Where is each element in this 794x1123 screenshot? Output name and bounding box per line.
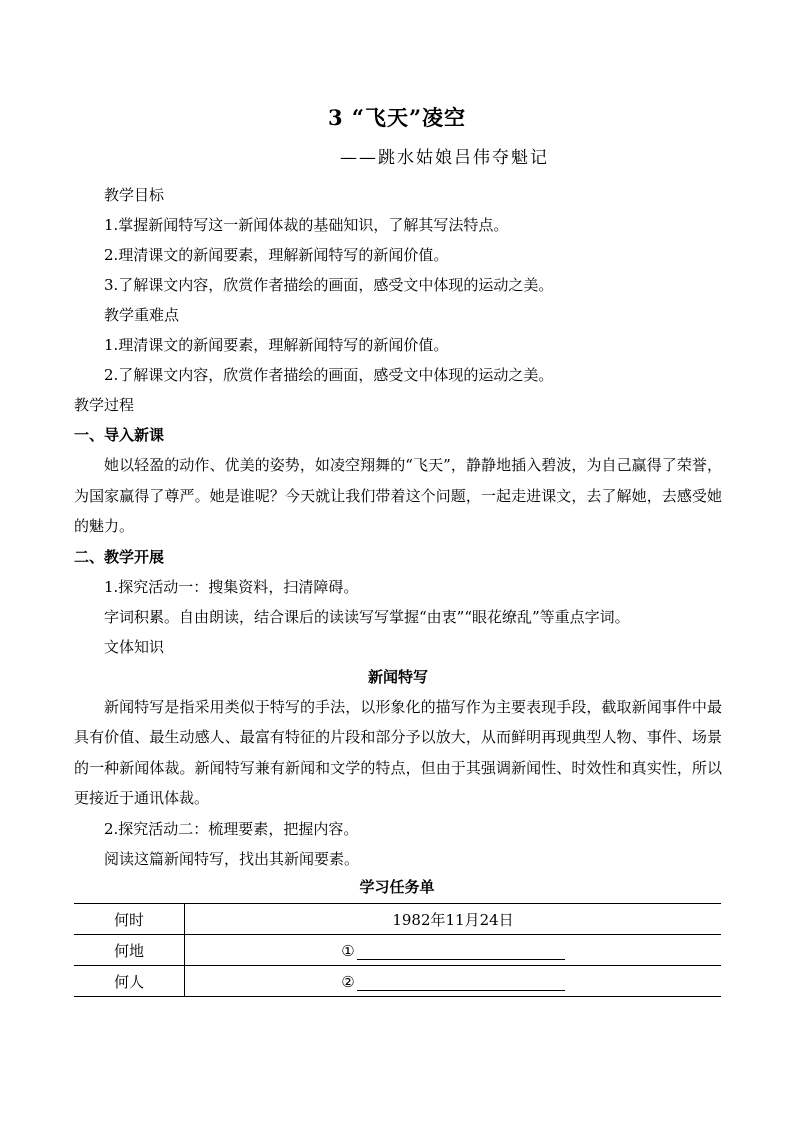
table-row [74, 904, 721, 935]
genre-label: 文体知识 [104, 637, 165, 656]
blank-marker: ① [341, 941, 355, 960]
section-heading: 一、导入新课 [74, 426, 165, 444]
answer-blank-line [357, 941, 565, 960]
section-heading: 二、教学开展 [74, 547, 165, 566]
table-row [74, 966, 721, 997]
intro-paragraph: 她以轻盈的动作、优美的姿势，如凌空翔舞的“飞天”，静静地插入碧波，为自己赢得了荣誉，为国家赢得了尊严。她是谁呢？今天就让我们带着这个问题，一起走进课文，去了解她，去感受她的魅力。 [74, 456, 722, 535]
task-table [74, 903, 721, 997]
table-value-cell: 1982年11月24日 [185, 904, 722, 935]
table-value-cell [185, 966, 722, 997]
key-point-item: 2.了解课文内容，欣赏作者描绘的画面，感受文中体现的运动之美。 [104, 366, 554, 384]
objective-item: 1.掌握新闻特写这一新闻体裁的基础知识，了解其写法特点。 [104, 216, 509, 234]
table-key-cell: 何地 [74, 935, 185, 966]
instruction-text: 阅读这篇新闻特写，找出其新闻要素。 [104, 849, 360, 868]
activity-item: 1.探究活动一：搜集资料，扫清障碍。 [104, 577, 359, 596]
table-key-cell: 何时 [74, 904, 185, 935]
genre-title: 新闻特写 [367, 667, 428, 686]
genre-paragraph: 新闻特写是指采用类似于特写的手法，以形象化的描写作为主要表现手段，截取新闻事件中最具有价值、最生动感人、最富有特征的片段和部分予以放大，从而鲜明再现典型人物、事件、场景的一种新闻体裁。新闻特写兼有新闻和文学的特点，但由于其强调新闻性、时效性和真实性，所以更接近于通讯体裁。 [74, 697, 722, 807]
objective-item: 3.了解课文内容，欣赏作者描绘的画面，感受文中体现的运动之美。 [104, 276, 554, 294]
activity-item: 2.探究活动二：梳理要素，把握内容。 [104, 819, 359, 838]
process-heading: 教学过程 [74, 396, 135, 414]
objectives-heading: 教学目标 [104, 186, 165, 204]
objective-item: 2.理清课文的新闻要素，理解新闻特写的新闻价值。 [104, 246, 449, 264]
table-value-cell [185, 935, 722, 966]
key-point-item: 1.理清课文的新闻要素，理解新闻特写的新闻价值。 [104, 336, 449, 354]
document-body [74, 180, 722, 874]
table-key-cell: 何人 [74, 966, 185, 997]
blank-marker: ② [341, 972, 355, 991]
key-points-heading: 教学重难点 [104, 306, 180, 324]
answer-blank-line [357, 972, 565, 991]
task-table-title: 学习任务单 [359, 878, 435, 896]
page-subtitle: ——跳水姑娘吕伟夺魁记 [340, 148, 549, 168]
table-row [74, 935, 721, 966]
page-title: 3 “飞天”凌空 [327, 105, 467, 130]
vocab-text: 字词积累。自由朗读，结合课后的读读写写掌握“由衷”“眼花缭乱”等重点字词。 [104, 607, 630, 626]
